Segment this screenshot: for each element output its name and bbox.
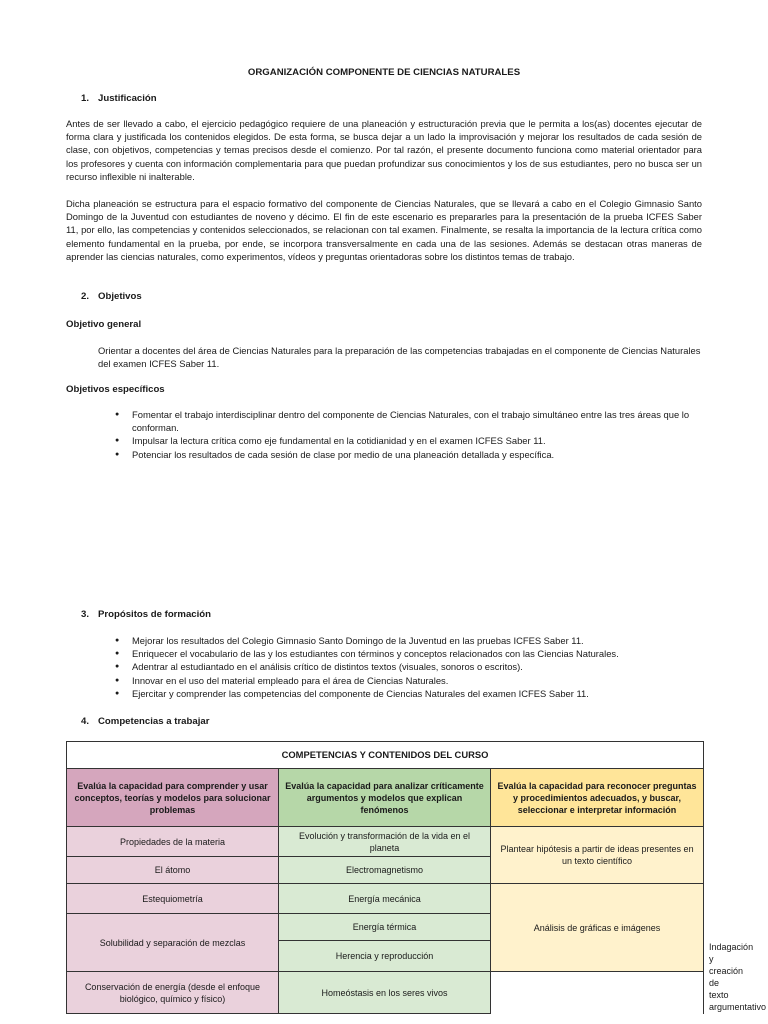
list-item: ● Innovar en el uso del material empleado para el área de Ciencias Naturales.: [98, 674, 702, 687]
section-title: Competencias a trabajar: [98, 716, 210, 727]
competencies-table: COMPETENCIAS Y CONTENIDOS DEL CURSO Evalúa la capacidad para comprender y usar conceptos, teorías y modelos para solucionar problemas Evalúa la capacidad para analizar críticamente argumentos y modelos que explican fenómenos Evalúa la capacidad para reconocer preguntas y procedimientos adecuados, y buscar, seleccionar e interpretar información Propiedades de la materia Evolución y transformación de la vida en el planeta Plantear hipótesis a partir de ideas presentes en un texto científico El átomo Electromagnetismo Estequiometría Energía mecánica Análisis de gráficas e imágenes Solubilidad y separación de mezclas Energía térmica Herencia y reproducción Indagación y creación de texto argumentativo Conservación de energía (desde el enfoque biológico, químico y físico) Homeóstasis en los seres vivos: [66, 741, 704, 1014]
list-item: ● Mejorar los resultados del Colegio Gimnasio Santo Domingo de la Juventud en las pruebas ICFES Saber 11.: [98, 634, 702, 647]
table-cell: Estequiometría: [67, 884, 279, 914]
table-header-cell: Evalúa la capacidad para reconocer preguntas y procedimientos adecuados, y buscar, seleccionar e interpretar información: [491, 769, 704, 827]
section-2-heading: [81, 290, 142, 303]
table-cell: Evolución y transformación de la vida en el planeta: [279, 827, 491, 857]
list-item: ● Enriquecer el vocabulario de las y los estudiantes con términos y conceptos relacionados con las Ciencias Naturales.: [98, 647, 702, 660]
section-number: 4.: [81, 716, 90, 727]
justification-paragraph-2: Dicha planeación se estructura para el espacio formativo del componente de Ciencias Naturales, que se llevará a cabo en el Colegio Gimnasio Santo Domingo de la Juventud con estudiantes de noveno y décimo. El fin de este escenario es prepararles para la presentación de la prueba ICFES Saber 11, por ello, las competencias y contenidos seleccionados, se relacionan con tal examen. Finalmente, se resalta la importancia de la lectura crítica como elemento fundamental en la prueba, por ende, se incorpora transversalmente en cada una de las sesiones. Además se destacan otras maneras de aprender las ciencias naturales, como experimentos, vídeos y preguntas orientadoras sobre los distintos temas de trabajo.: [66, 198, 702, 262]
list-item: ● Fomentar el trabajo interdisciplinar dentro del componente de Ciencias Naturales, con el trabajo simultáneo entre las tres áreas que lo conforman.: [98, 408, 702, 434]
section-4-heading: [81, 715, 209, 728]
list-item: ● Ejercitar y comprender las competencias del componente de Ciencias Naturales del examen ICFES Saber 11.: [98, 687, 702, 700]
specific-objectives-list: [98, 408, 702, 461]
section-number: 2.: [81, 291, 90, 302]
section-title: Objetivos: [98, 291, 142, 302]
table-title: COMPETENCIAS Y CONTENIDOS DEL CURSO: [67, 742, 704, 769]
table-cell: Electromagnetismo: [279, 857, 491, 884]
table-cell: Homeóstasis en los seres vivos: [279, 972, 491, 1014]
table-cell: Energía térmica: [279, 914, 491, 941]
table-cell: Plantear hipótesis a partir de ideas presentes en un texto científico: [491, 827, 704, 884]
justification-paragraph-1: Antes de ser llevado a cabo, el ejercicio pedagógico requiere de una planeación y estructuración previa que le permita a los(as) docentes ejecutar de forma clara y justificada los contenidos elegidos. De esta forma, se busca dejar a un lado la improvisación y mejorar los resultados de cada sesión de clase, con objetivos, competencias y temas precisos desde el comienzo. Por tal razón, el presente documento funciona como material orientador para los profesores y cuenta con información complementaria para que puedan profundizar sus conocimientos y los de sus estudiantes, pero no busca ser un recurso inflexible ni inalterable.: [66, 118, 702, 182]
specific-objectives-heading: Objetivos específicos: [66, 384, 165, 395]
section-1-heading: [81, 92, 157, 105]
table-header-cell: Evalúa la capacidad para analizar críticamente argumentos y modelos que explican fenómenos: [279, 769, 491, 827]
general-objective-text: Orientar a docentes del área de Ciencias Naturales para la preparación de las competencias trabajadas en el componente de Ciencias Naturales del examen ICFES Saber 11.: [98, 345, 701, 370]
section-number: 3.: [81, 609, 90, 620]
section-3-heading: [81, 608, 211, 621]
table-cell: Propiedades de la materia: [67, 827, 279, 857]
table-header-cell: Evalúa la capacidad para comprender y usar conceptos, teorías y modelos para solucionar problemas: [67, 769, 279, 827]
list-item: ● Adentrar al estudiantado en el análisis crítico de distintos textos (visuales, sonoros o escritos).: [98, 660, 702, 673]
table-cell: Herencia y reproducción: [279, 941, 491, 972]
table-cell: Energía mecánica: [279, 884, 491, 914]
document-title: ORGANIZACIÓN COMPONENTE DE CIENCIAS NATURALES: [247, 67, 521, 78]
training-purposes-list: [98, 634, 702, 700]
table-cell: Solubilidad y separación de mezclas: [67, 914, 279, 972]
table-cell: Análisis de gráficas e imágenes: [491, 884, 704, 972]
section-number: 1.: [81, 93, 90, 104]
table-cell: Conservación de energía (desde el enfoque biológico, químico y físico): [67, 972, 279, 1014]
general-objective-heading: Objetivo general: [66, 319, 142, 330]
section-title: Propósitos de formación: [98, 609, 212, 620]
table-cell: El átomo: [67, 857, 279, 884]
list-item: ● Impulsar la lectura crítica como eje fundamental en la cotidianidad y en el examen ICFES Saber 11.: [98, 434, 702, 447]
list-item: ● Potenciar los resultados de cada sesión de clase por medio de una planeación detallada y específica.: [98, 448, 702, 461]
section-title: Justificación: [98, 93, 157, 104]
